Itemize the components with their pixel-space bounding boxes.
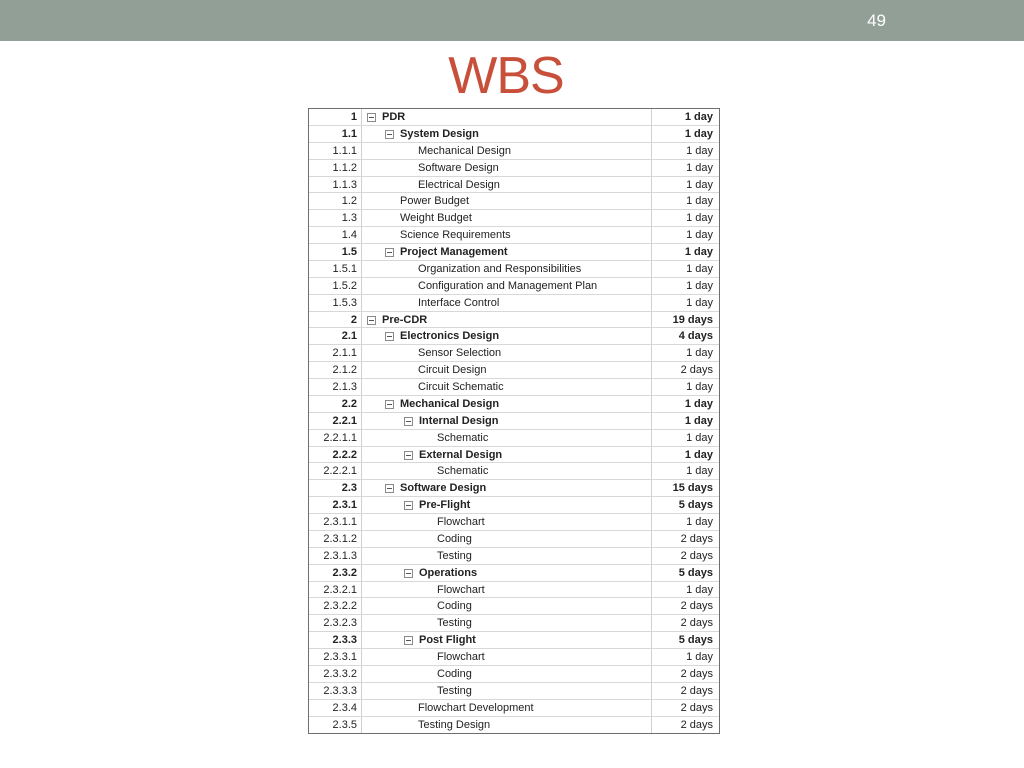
wbs-task-cell (362, 177, 652, 193)
slide-number: 49 (867, 11, 886, 30)
wbs-task-cell (362, 632, 652, 648)
wbs-duration: 1 day (686, 651, 713, 663)
wbs-task-cell (362, 497, 652, 513)
wbs-task-name: Software Design (400, 482, 487, 495)
wbs-task-cell (362, 109, 652, 125)
wbs-task-name: Coding (437, 600, 472, 613)
wbs-task-name: Schematic (437, 465, 489, 478)
wbs-id: 1.3 (309, 210, 362, 226)
wbs-id: 1.4 (309, 227, 362, 243)
wbs-task-cell (362, 193, 652, 209)
wbs-id: 2.3.5 (309, 717, 362, 734)
wbs-task-name: Pre-CDR (382, 313, 428, 326)
wbs-task-cell (362, 379, 652, 395)
collapse-toggle-icon[interactable] (404, 636, 413, 645)
wbs-task-cell (362, 160, 652, 176)
wbs-duration: 2 days (680, 718, 713, 731)
wbs-task-name: PDR (382, 111, 406, 123)
collapse-toggle-icon[interactable] (404, 417, 413, 426)
wbs-task-cell (362, 413, 652, 429)
wbs-duration: 2 days (680, 600, 713, 613)
wbs-row[interactable] (309, 278, 719, 295)
wbs-id: 1.2 (309, 193, 362, 209)
wbs-task-cell (362, 582, 652, 598)
wbs-row[interactable] (309, 244, 719, 261)
wbs-row[interactable] (309, 480, 719, 497)
wbs-duration: 1 day (686, 583, 713, 596)
wbs-id: 2.3.3.1 (309, 649, 362, 665)
wbs-task-name: Flowchart Development (418, 701, 534, 714)
wbs-id: 2.3.3 (309, 632, 362, 648)
wbs-id: 1.1.3 (309, 177, 362, 193)
wbs-row[interactable] (309, 548, 719, 565)
wbs-task-name: Sensor Selection (418, 347, 502, 360)
wbs-row[interactable] (309, 396, 719, 413)
wbs-task-cell (362, 615, 652, 631)
wbs-id: 1.5.1 (309, 261, 362, 277)
wbs-duration: 1 day (686, 347, 713, 360)
wbs-task-cell (362, 210, 652, 226)
wbs-task-cell (362, 447, 652, 463)
wbs-id: 2.1 (309, 328, 362, 344)
wbs-row[interactable] (309, 379, 719, 396)
wbs-row[interactable] (309, 649, 719, 666)
wbs-task-cell (362, 227, 652, 243)
wbs-task-name: Project Management (400, 246, 508, 258)
wbs-row[interactable] (309, 109, 719, 126)
wbs-task-name: Coding (437, 532, 472, 545)
wbs-id: 2.3 (309, 480, 362, 496)
wbs-task-name: Organization and Responsibilities (418, 262, 582, 275)
wbs-task-cell (362, 126, 652, 142)
wbs-row[interactable] (309, 514, 719, 531)
wbs-task-name: Testing Design (418, 718, 491, 731)
wbs-duration: 1 day (686, 212, 713, 225)
wbs-row[interactable] (309, 143, 719, 160)
wbs-task-cell (362, 717, 652, 734)
wbs-id: 2.3.2.2 (309, 598, 362, 614)
wbs-task-name: Weight Budget (400, 212, 472, 225)
wbs-id: 2.2.1.1 (309, 430, 362, 446)
wbs-task-cell (362, 362, 652, 378)
collapse-toggle-icon[interactable] (385, 484, 394, 493)
wbs-row[interactable] (309, 295, 719, 312)
wbs-row[interactable] (309, 463, 719, 480)
wbs-task-name: Internal Design (419, 414, 499, 427)
wbs-task-name: Schematic (437, 431, 489, 444)
wbs-task-cell (362, 514, 652, 530)
wbs-duration: 1 day (684, 111, 713, 123)
wbs-duration: 1 day (686, 296, 713, 309)
wbs-task-cell (362, 649, 652, 665)
wbs-id: 1.1.2 (309, 160, 362, 176)
wbs-task-cell (362, 295, 652, 311)
wbs-task-cell (362, 683, 652, 699)
wbs-task-name: Configuration and Management Plan (418, 279, 598, 292)
wbs-duration: 1 day (684, 397, 713, 410)
wbs-task-name: Circuit Schematic (418, 381, 504, 393)
wbs-duration: 2 days (680, 532, 713, 545)
wbs-task-name: Electronics Design (400, 330, 500, 343)
wbs-duration: 1 day (686, 178, 713, 191)
wbs-row[interactable] (309, 261, 719, 278)
wbs-task-cell (362, 278, 652, 294)
collapse-toggle-icon[interactable] (385, 248, 394, 257)
wbs-row[interactable] (309, 598, 719, 615)
wbs-row[interactable] (309, 413, 719, 430)
wbs-row[interactable] (309, 328, 719, 345)
wbs-row[interactable] (309, 345, 719, 362)
wbs-row[interactable] (309, 683, 719, 700)
wbs-task-cell (362, 598, 652, 614)
wbs-task-cell (362, 463, 652, 479)
wbs-task-cell (362, 531, 652, 547)
wbs-task-cell (362, 328, 652, 344)
wbs-duration: 1 day (684, 414, 713, 427)
wbs-task-name: System Design (400, 127, 479, 140)
wbs-id: 2.2.2.1 (309, 463, 362, 479)
wbs-row[interactable] (309, 497, 719, 514)
wbs-id: 2.1.3 (309, 379, 362, 395)
collapse-toggle-icon[interactable] (367, 113, 376, 122)
wbs-id: 1.5 (309, 244, 362, 260)
collapse-toggle-icon[interactable] (385, 400, 394, 409)
wbs-id: 2.2.1 (309, 413, 362, 429)
wbs-task-name: Operations (419, 566, 478, 579)
wbs-duration: 1 day (686, 161, 713, 174)
wbs-id: 2.1.2 (309, 362, 362, 378)
wbs-row[interactable] (309, 193, 719, 210)
wbs-row[interactable] (309, 582, 719, 599)
wbs-task-name: Power Budget (400, 195, 470, 208)
wbs-duration: 2 days (680, 684, 713, 697)
wbs-row[interactable] (309, 362, 719, 379)
wbs-duration: 1 day (686, 516, 713, 528)
wbs-row[interactable] (309, 700, 719, 717)
wbs-task-name: Pre-Flight (419, 499, 471, 512)
wbs-row[interactable] (309, 531, 719, 548)
wbs-row[interactable] (309, 126, 719, 143)
wbs-id: 2.3.2 (309, 565, 362, 581)
collapse-toggle-icon[interactable] (385, 332, 394, 341)
collapse-toggle-icon[interactable] (404, 451, 413, 460)
wbs-id: 2.3.1.2 (309, 531, 362, 547)
wbs-id: 2.3.3.3 (309, 683, 362, 699)
wbs-duration: 1 day (684, 246, 713, 258)
wbs-task-name: Flowchart (437, 651, 485, 663)
wbs-duration: 1 day (686, 431, 713, 444)
slide-title: WBS (448, 47, 564, 105)
wbs-duration: 1 day (686, 279, 713, 292)
wbs-task-name: Flowchart (437, 516, 485, 528)
wbs-id: 1.1 (309, 126, 362, 142)
wbs-task-name: Mechanical Design (418, 144, 511, 157)
wbs-duration: 1 day (686, 144, 713, 157)
wbs-task-name: Circuit Design (418, 364, 487, 377)
wbs-id: 1.5.2 (309, 278, 362, 294)
wbs-row[interactable] (309, 177, 719, 194)
wbs-task-name: Testing (437, 617, 472, 630)
wbs-task-cell (362, 548, 652, 564)
wbs-id: 2.3.1 (309, 497, 362, 513)
wbs-row[interactable] (309, 666, 719, 683)
wbs-id: 2.2 (309, 396, 362, 412)
wbs-task-cell (362, 666, 652, 682)
wbs-task-name: Electrical Design (418, 178, 500, 191)
wbs-duration: 5 days (678, 566, 713, 579)
wbs-duration: 15 days (672, 482, 713, 495)
wbs-task-name: Flowchart (437, 583, 485, 596)
wbs-id: 2.3.2.3 (309, 615, 362, 631)
wbs-row[interactable] (309, 632, 719, 649)
wbs-duration: 2 days (680, 701, 713, 714)
wbs-task-name: Testing (437, 684, 472, 697)
wbs-id: 2 (309, 312, 362, 328)
wbs-duration: 1 day (686, 381, 713, 393)
wbs-duration: 1 day (686, 229, 713, 242)
wbs-id: 2.3.1.3 (309, 548, 362, 564)
wbs-task-cell (362, 700, 652, 716)
wbs-table (308, 108, 720, 734)
wbs-row[interactable] (309, 312, 719, 329)
wbs-row[interactable] (309, 447, 719, 464)
wbs-id: 1.1.1 (309, 143, 362, 159)
wbs-id: 2.3.3.2 (309, 666, 362, 682)
wbs-task-name: Testing (437, 549, 472, 562)
wbs-duration: 4 days (678, 330, 713, 343)
wbs-row[interactable] (309, 160, 719, 177)
wbs-task-cell (362, 565, 652, 581)
wbs-id: 2.3.1.1 (309, 514, 362, 530)
wbs-row[interactable] (309, 227, 719, 244)
wbs-id: 1.5.3 (309, 295, 362, 311)
wbs-duration: 5 days (678, 499, 713, 512)
collapse-toggle-icon[interactable] (367, 316, 376, 325)
wbs-task-cell (362, 244, 652, 260)
wbs-row[interactable] (309, 615, 719, 632)
wbs-duration: 2 days (680, 667, 713, 680)
wbs-task-name: External Design (419, 448, 503, 461)
collapse-toggle-icon[interactable] (404, 569, 413, 578)
wbs-duration: 5 days (678, 634, 713, 647)
wbs-task-name: Science Requirements (400, 229, 511, 242)
wbs-row[interactable] (309, 717, 719, 734)
wbs-duration: 2 days (680, 549, 713, 562)
wbs-id: 2.3.4 (309, 700, 362, 716)
wbs-row[interactable] (309, 430, 719, 447)
wbs-duration: 1 day (686, 262, 713, 275)
wbs-task-cell (362, 143, 652, 159)
collapse-toggle-icon[interactable] (385, 130, 394, 139)
wbs-duration: 1 day (686, 465, 713, 478)
wbs-task-cell (362, 430, 652, 446)
wbs-task-name: Coding (437, 667, 472, 680)
wbs-task-cell (362, 396, 652, 412)
wbs-id: 2.3.2.1 (309, 582, 362, 598)
wbs-duration: 1 day (684, 448, 713, 461)
wbs-task-cell (362, 261, 652, 277)
wbs-task-cell (362, 480, 652, 496)
wbs-id: 2.2.2 (309, 447, 362, 463)
wbs-task-cell (362, 312, 652, 328)
wbs-task-cell (362, 345, 652, 361)
top-banner (0, 0, 1024, 41)
wbs-id: 2.1.1 (309, 345, 362, 361)
wbs-duration: 2 days (680, 617, 713, 630)
wbs-row[interactable] (309, 565, 719, 582)
wbs-task-name: Post Flight (419, 634, 476, 647)
wbs-duration: 19 days (672, 313, 713, 326)
wbs-task-name: Mechanical Design (400, 397, 500, 410)
wbs-id: 1 (309, 109, 362, 125)
wbs-duration: 1 day (684, 127, 713, 140)
wbs-duration: 1 day (686, 195, 713, 208)
wbs-task-name: Interface Control (418, 296, 500, 309)
collapse-toggle-icon[interactable] (404, 501, 413, 510)
wbs-duration: 2 days (680, 364, 713, 377)
wbs-task-name: Software Design (418, 161, 499, 174)
wbs-row[interactable] (309, 210, 719, 227)
